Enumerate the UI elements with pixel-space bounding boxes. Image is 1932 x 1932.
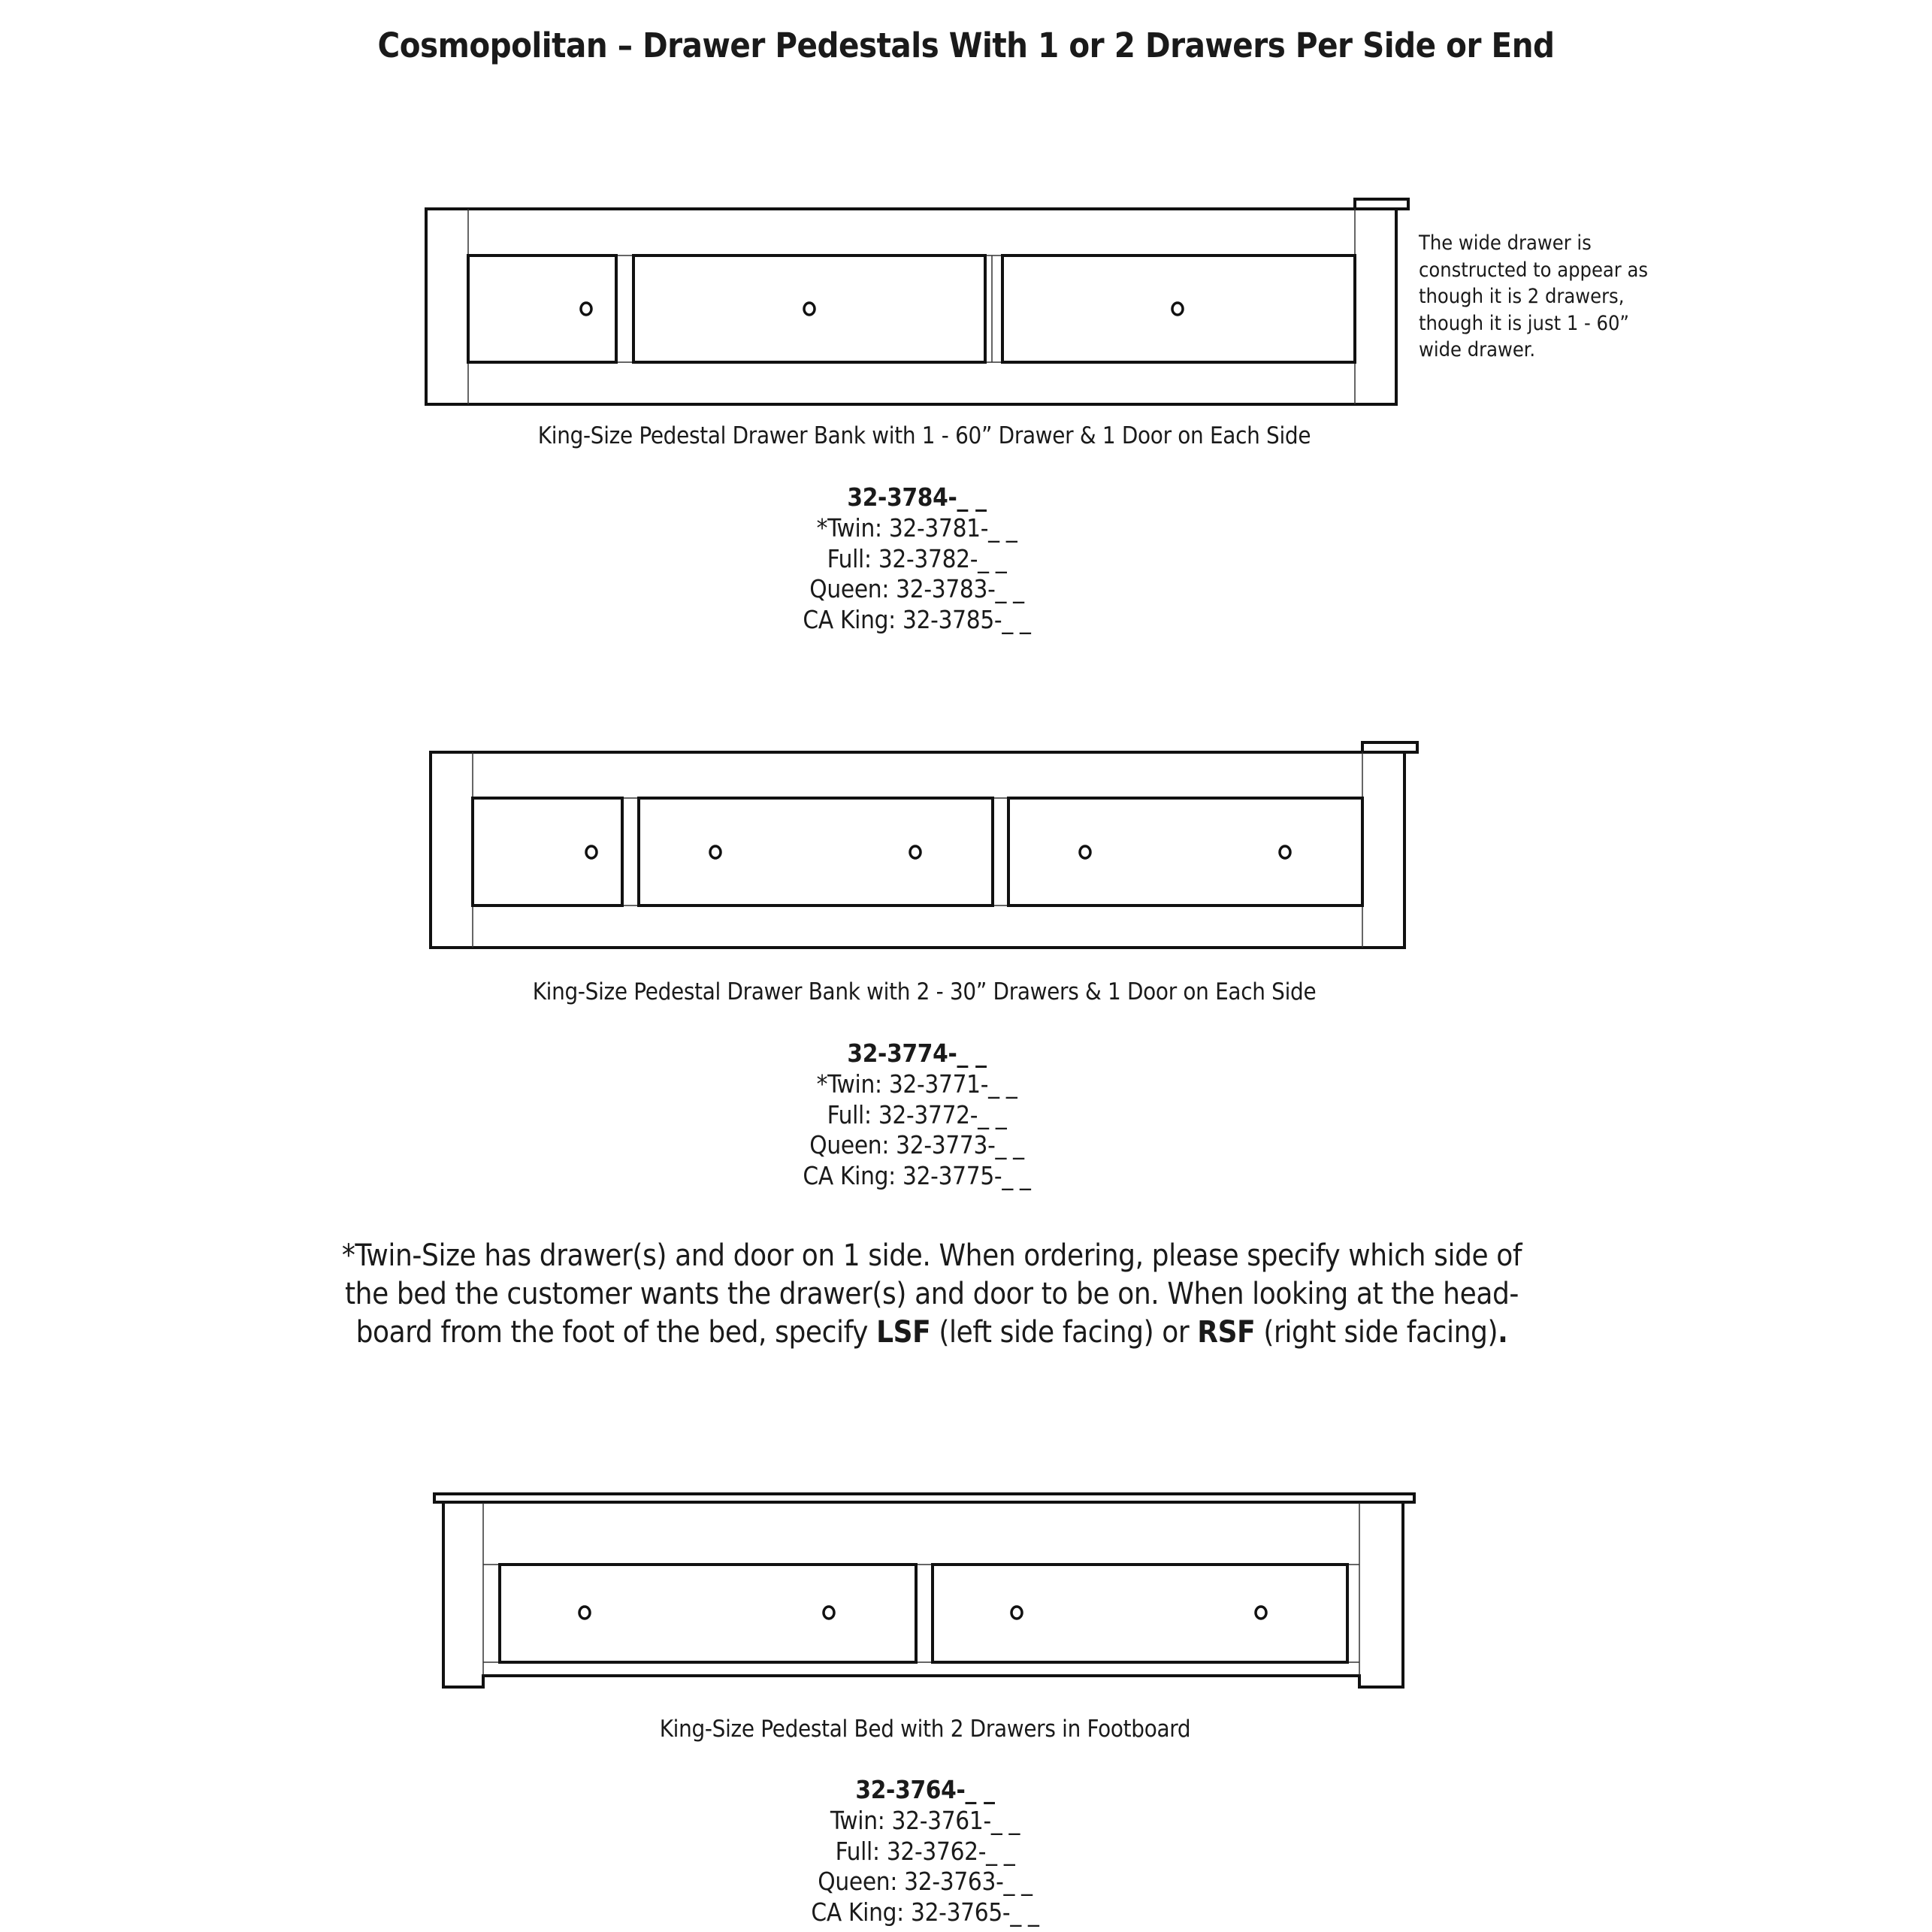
- main-code: 32-3774-_ _: [847, 1039, 987, 1068]
- note-line-1: *Twin-Size has drawer(s) and door on 1 side. When ordering, please specify which side of: [341, 1238, 1522, 1273]
- door-front: [473, 798, 622, 906]
- diagram-drawer-bank-30: [431, 742, 1417, 948]
- codes-drawer-bank-60: [0, 482, 1834, 636]
- main-code: 32-3784-_ _: [847, 482, 987, 512]
- note-period: .: [1498, 1315, 1508, 1350]
- main-code: 32-3764-_ _: [855, 1775, 995, 1804]
- drawer-front: [639, 798, 993, 906]
- size-code: Queen: 32-3783-_ _: [809, 574, 1024, 604]
- page-title: Cosmopolitan – Drawer Pedestals With 1 or 2 Drawers Per Side or End: [377, 26, 1555, 65]
- size-code: *Twin: 32-3771-_ _: [816, 1069, 1017, 1099]
- door-front: [468, 255, 616, 362]
- note-line-2: the bed the customer wants the drawer(s) and door to be on. When looking at the head-: [344, 1277, 1519, 1311]
- size-code: *Twin: 32-3781-_ _: [816, 512, 1017, 543]
- drawer-front: [500, 1565, 916, 1662]
- lsf-term: LSF: [876, 1315, 931, 1350]
- drawer-front: [933, 1565, 1347, 1662]
- size-code: CA King: 32-3775-_ _: [803, 1161, 1031, 1191]
- drawer-front: [1008, 798, 1362, 906]
- note-line: wide drawer.: [1419, 338, 1536, 361]
- note-line: The wide drawer is: [1419, 231, 1592, 255]
- note-text: (right side facing): [1255, 1315, 1498, 1350]
- diagram-footboard-2-drawers: [434, 1494, 1414, 1687]
- caption-drawer-bank-60: King-Size Pedestal Drawer Bank with 1 - 60” Drawer & 1 Door on Each Side: [537, 422, 1311, 449]
- size-code: CA King: 32-3785-_ _: [803, 605, 1031, 635]
- codes-footboard: [0, 1775, 1850, 1928]
- size-code: Full: 32-3782-_ _: [827, 543, 1007, 573]
- note-line: though it is 2 drawers,: [1419, 285, 1625, 308]
- size-code: Twin: 32-3761-_ _: [830, 1805, 1020, 1835]
- wide-drawer-note: [1419, 230, 1704, 364]
- size-code: Queen: 32-3763-_ _: [818, 1867, 1033, 1897]
- note-line: though it is just 1 - 60”: [1419, 311, 1629, 335]
- caption-footboard: King-Size Pedestal Bed with 2 Drawers in Footboard: [659, 1716, 1191, 1743]
- size-code: CA King: 32-3765-_ _: [811, 1897, 1039, 1927]
- note-line: constructed to appear as: [1419, 258, 1649, 282]
- note-text: board from the foot of the bed, specify: [355, 1315, 877, 1350]
- caption-drawer-bank-30: King-Size Pedestal Drawer Bank with 2 - 30” Drawers & 1 Door on Each Side: [532, 978, 1317, 1005]
- size-code: Full: 32-3762-_ _: [835, 1836, 1015, 1866]
- rsf-term: RSF: [1197, 1315, 1256, 1350]
- codes-drawer-bank-30: [0, 1039, 1834, 1192]
- size-code: Full: 32-3772-_ _: [827, 1099, 1007, 1129]
- note-line-3: [271, 1314, 1593, 1352]
- twin-size-note: [271, 1237, 1593, 1352]
- diagram-drawer-bank-60: [426, 199, 1408, 404]
- size-code: Queen: 32-3773-_ _: [809, 1130, 1024, 1160]
- note-text: (left side facing) or: [930, 1315, 1198, 1350]
